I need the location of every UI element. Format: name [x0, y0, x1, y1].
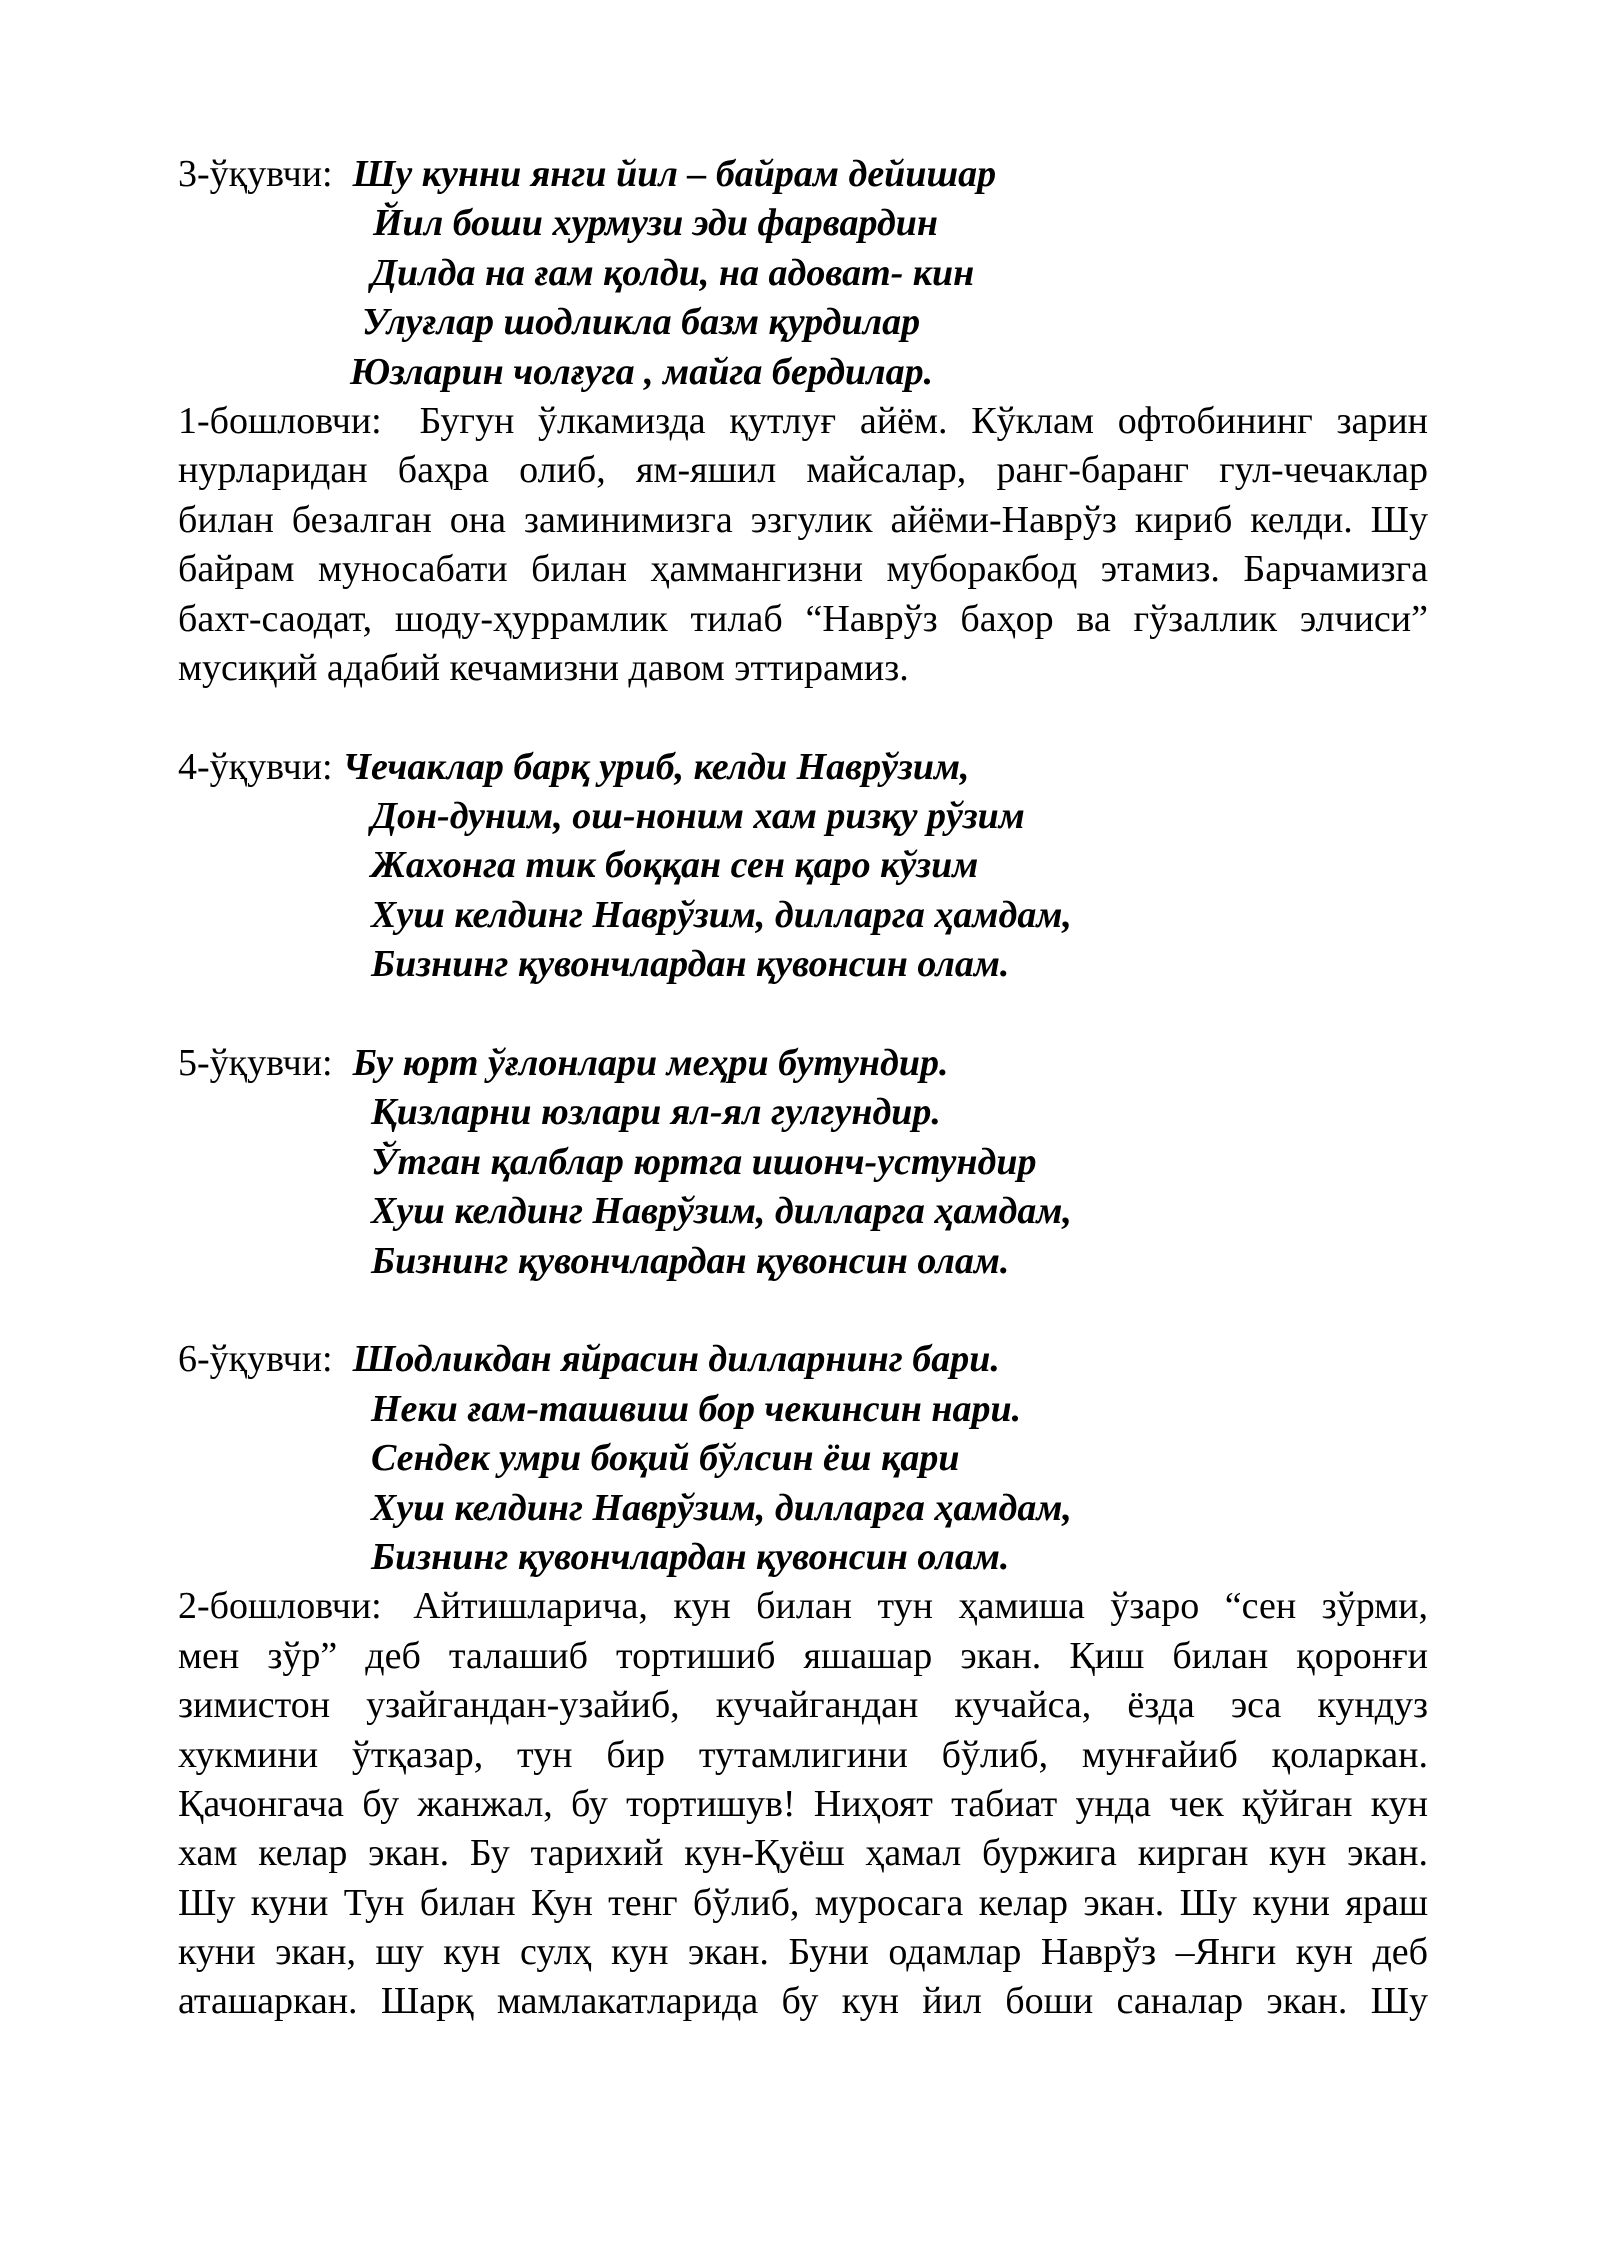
- stanza-6-line-2: [178, 1385, 1428, 1434]
- stanza-5-line-1: [178, 1039, 1428, 1088]
- verse-line: Йил боши хурмузи эди фарвардин: [373, 202, 939, 245]
- verse-line: Бу юрт ўғлонлари меҳри бутундир.: [352, 1042, 949, 1085]
- verse-line: Жахонга тик боққан сен қаро кўзим: [371, 844, 979, 887]
- document-page: [178, 150, 1428, 2027]
- host-2-line-8: [178, 1928, 1428, 1977]
- verse-line: Қизларни юзлари ял-ял гулгундир.: [371, 1091, 941, 1134]
- prose-text: Қачонгача бу жанжал, бу тортишув! Ниҳоят табиат унда чек қўйган кун: [178, 1782, 1428, 1825]
- stanza-3-line-2: [178, 199, 1428, 248]
- speaker-label-4: 4-ўқувчи:: [178, 745, 333, 788]
- speaker-label-host-1: 1-бошловчи:: [178, 399, 382, 442]
- prose-text: билан безалган она заминимизга эзгулик айёми-Наврўз кириб келди. Шу: [178, 498, 1428, 541]
- verse-line: Дилда на ғам қолди, на адоват- кин: [371, 251, 975, 294]
- stanza-3-line-1: [178, 150, 1428, 199]
- verse-line: Хуш келдинг Наврўзим, дилларга ҳамдам,: [371, 1190, 1072, 1233]
- prose-text: хукмини ўтқазар, тун бир тутамлигини бўлиб, мунғайиб қоларкан.: [178, 1733, 1428, 1776]
- stanza-3-line-3: [178, 249, 1428, 298]
- prose-text: куни экан, шу кун сулҳ кун экан. Буни одамлар Наврўз –Янги кун деб: [178, 1931, 1428, 1974]
- stanza-5-line-4: [178, 1187, 1428, 1236]
- host-2-line-7: [178, 1879, 1428, 1928]
- host-2-line-1: [178, 1582, 1428, 1631]
- verse-line: Хуш келдинг Наврўзим, дилларга ҳамдам,: [371, 1486, 1072, 1529]
- host-1-line-3: [178, 496, 1428, 545]
- blank-line: [178, 990, 1428, 1039]
- verse-line: Юзларин чолғуга , майга бердилар.: [350, 350, 934, 393]
- prose-text: хам келар экан. Бу тарихий кун-Қуёш ҳамал буржига кирган кун экан.: [178, 1832, 1428, 1875]
- speaker-label-5: 5-ўқувчи:: [178, 1042, 333, 1085]
- host-2-line-5: [178, 1780, 1428, 1829]
- verse-line: Неки ғам-ташвиш бор чекинсин нари.: [371, 1387, 1022, 1430]
- prose-text: Айтишларича, кун билан тун ҳамиша ўзаро “сен зўрми,: [413, 1585, 1428, 1628]
- verse-line: Бизнинг қувончлардан қувонсин олам.: [371, 1535, 1010, 1578]
- verse-line: Чечаклар барқ уриб, келди Наврўзим,: [342, 745, 970, 788]
- stanza-5-line-3: [178, 1138, 1428, 1187]
- stanza-6-line-4: [178, 1484, 1428, 1533]
- verse-line: Дон-дуним, ош-ноним хам ризқу рўзим: [371, 795, 1025, 838]
- prose-text: мусиқий адабий кечамизни давом эттирамиз.: [178, 646, 909, 689]
- prose-text: нурларидан баҳра олиб, ям-яшил майсалар, ранг-баранг гул-чечаклар: [178, 449, 1428, 492]
- stanza-6-line-5: [178, 1533, 1428, 1582]
- verse-line: Хуш келдинг Наврўзим, дилларга ҳамдам,: [371, 893, 1072, 936]
- verse-line: Бизнинг қувончлардан қувонсин олам.: [371, 943, 1010, 986]
- stanza-5-line-2: [178, 1088, 1428, 1137]
- stanza-4-line-5: [178, 940, 1428, 989]
- stanza-6-line-1: [178, 1335, 1428, 1384]
- speaker-label-3: 3-ўқувчи:: [178, 153, 333, 195]
- verse-line: Бизнинг қувончлардан қувонсин олам.: [371, 1239, 1010, 1282]
- host-2-line-2: [178, 1632, 1428, 1681]
- prose-text: бахт-саодат, шоду-ҳуррамлик тилаб “Наврўз баҳор ва гўзаллик элчиси”: [178, 597, 1428, 640]
- prose-text: мен зўр” деб талашиб тортишиб яшашар экан. Қиш билан қоронғи: [178, 1634, 1428, 1677]
- host-2-line-3: [178, 1681, 1428, 1730]
- prose-text: Шу куни Тун билан Кун тенг бўлиб, муросага келар экан. Шу куни яраш: [178, 1881, 1428, 1924]
- host-1-line-1: [178, 397, 1428, 446]
- blank-line: [178, 1286, 1428, 1335]
- prose-text: байрам муносабати билан ҳаммангизни муборакбод этамиз. Барчамизга: [178, 548, 1428, 591]
- verse-line: Шу кунни янги йил – байрам дейишар: [352, 153, 997, 195]
- stanza-4-line-2: [178, 792, 1428, 841]
- speaker-label-6: 6-ўқувчи:: [178, 1338, 333, 1381]
- stanza-4-line-1: [178, 743, 1428, 792]
- verse-line: Шодликдан яйрасин дилларнинг бари.: [352, 1338, 1000, 1381]
- host-2-line-6: [178, 1829, 1428, 1878]
- blank-line: [178, 693, 1428, 742]
- host-1-line-6: [178, 644, 1428, 693]
- host-1-line-2: [178, 446, 1428, 495]
- stanza-4-line-4: [178, 891, 1428, 940]
- verse-line: Улуғлар шодликла базм қурдилар: [362, 301, 921, 344]
- verse-line: Ўтган қалблар юртга ишонч-устундир: [371, 1140, 1037, 1183]
- stanza-3-line-4: [178, 298, 1428, 347]
- prose-text: Бугун ўлкамизда қутлуғ айём. Кўклам офтобининг зарин: [419, 399, 1428, 442]
- host-1-line-5: [178, 595, 1428, 644]
- verse-line: Сендек умри боқий бўлсин ёш қари: [371, 1437, 960, 1480]
- host-2-line-9: [178, 1977, 1428, 2026]
- prose-text: зимистон узайгандан-узайиб, кучайгандан кучайса, ёзда эса кундуз: [178, 1684, 1428, 1727]
- stanza-5-line-5: [178, 1237, 1428, 1286]
- host-2-line-4: [178, 1731, 1428, 1780]
- stanza-4-line-3: [178, 841, 1428, 890]
- stanza-3-line-5: [178, 348, 1428, 397]
- prose-text: аташаркан. Шарқ мамлакатларида бу кун йил боши саналар экан. Шу: [178, 1980, 1428, 2023]
- host-1-line-4: [178, 545, 1428, 594]
- stanza-6-line-3: [178, 1434, 1428, 1483]
- speaker-label-host-2: 2-бошловчи:: [178, 1585, 382, 1628]
